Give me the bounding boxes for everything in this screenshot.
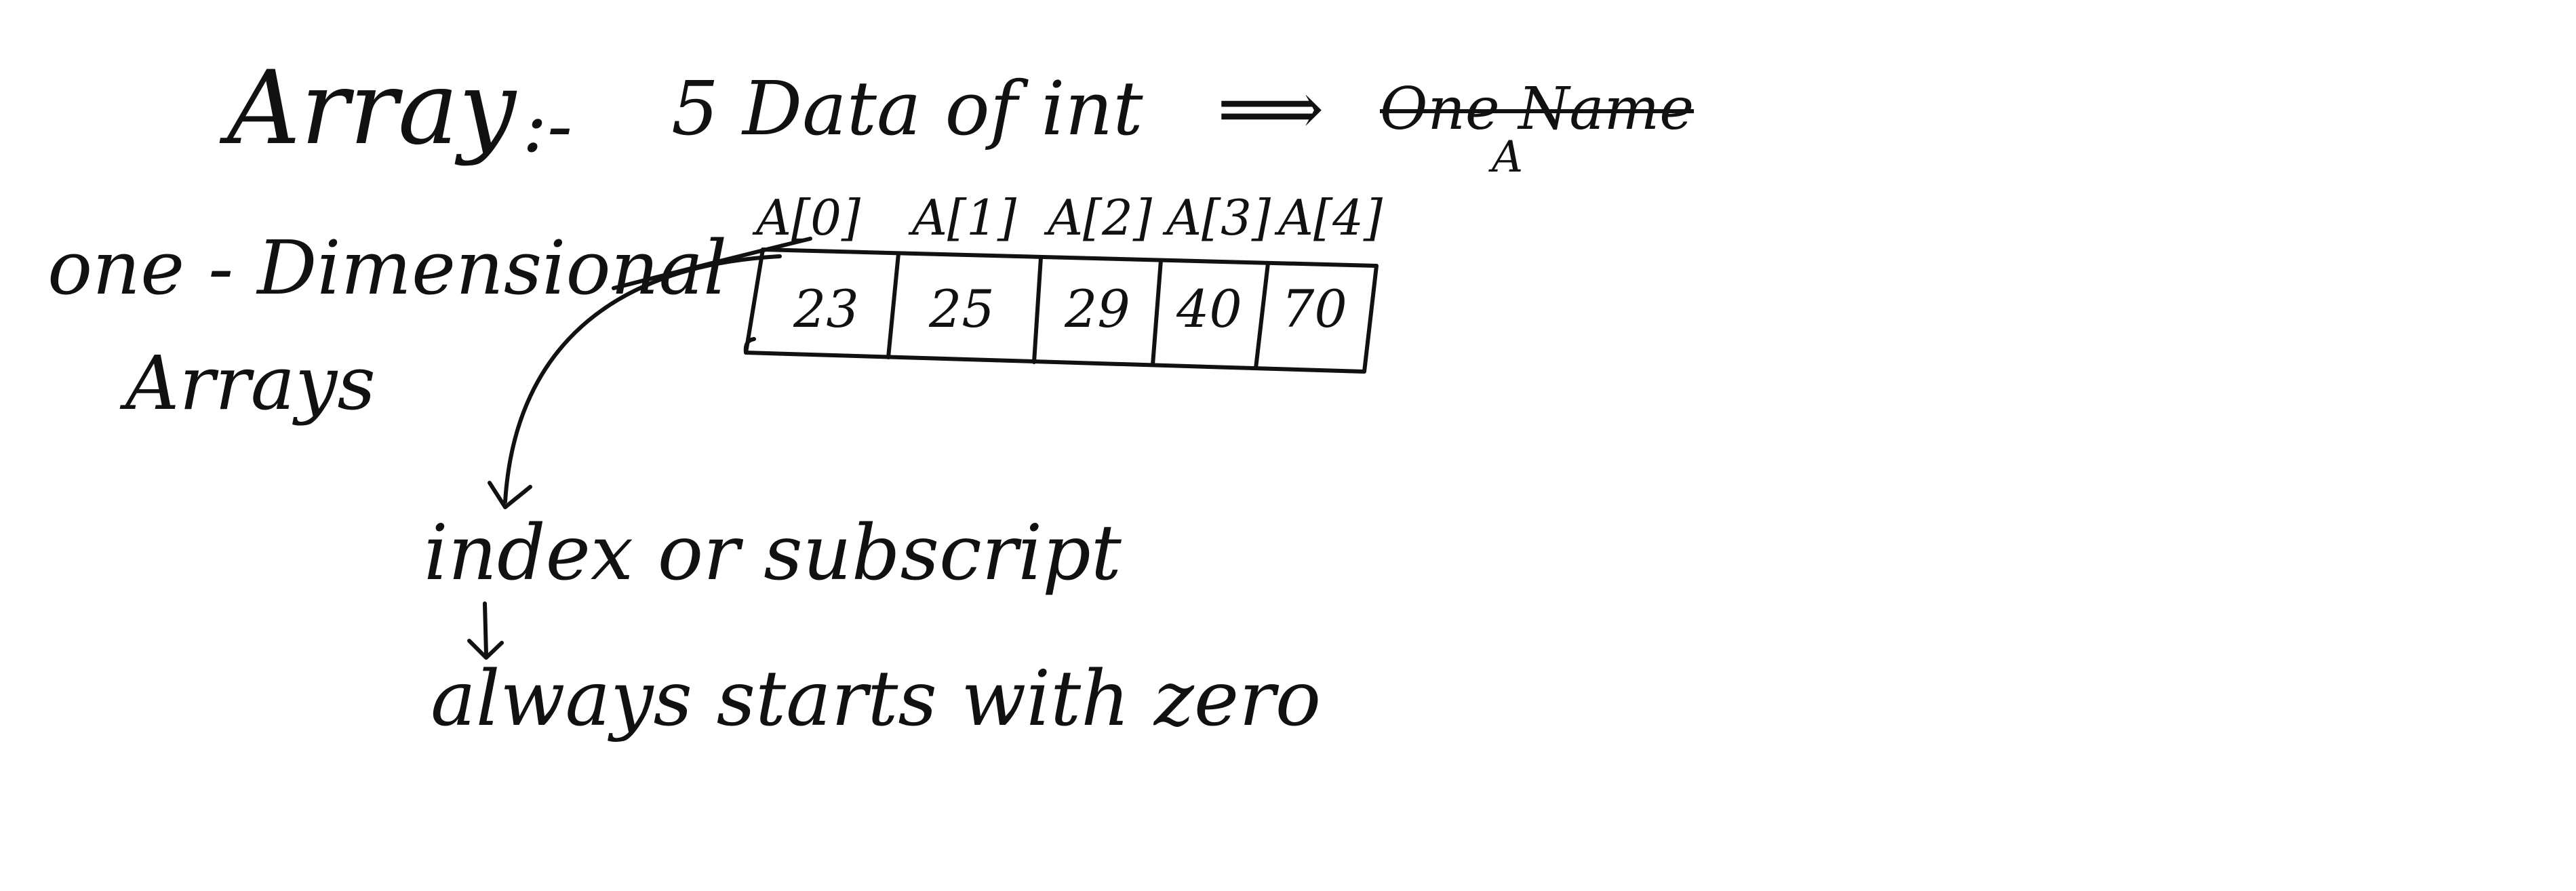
title-description: 5 Data of int xyxy=(671,65,1143,152)
index-subscript-note: index or subscript xyxy=(424,509,1122,597)
array-cell-value: 70 xyxy=(1282,279,1347,339)
title-array-word: Array xyxy=(227,50,516,167)
down-arrow-shaft xyxy=(485,603,486,654)
cell-divider xyxy=(888,254,898,357)
cell-divider xyxy=(1256,263,1268,368)
array-cell-value: 29 xyxy=(1065,279,1130,339)
arrays-label: Arrays xyxy=(125,340,376,427)
cell-divider xyxy=(1153,260,1161,365)
implies-arrow-icon: ⟹ xyxy=(1217,65,1324,152)
pointer-arrowhead xyxy=(490,483,530,507)
array-index-label: A[4] xyxy=(1278,189,1383,246)
array-index-label: A[1] xyxy=(912,189,1016,246)
title-separator: :- xyxy=(522,82,573,169)
cell-divider xyxy=(1034,258,1041,362)
array-index-label: A[0] xyxy=(756,189,860,246)
array-cell-value: 25 xyxy=(929,279,995,339)
one-dimensional-label: one - Dimensional xyxy=(47,224,728,311)
starts-with-zero-note: always starts with zero xyxy=(431,655,1322,743)
array-cell-value: 23 xyxy=(793,279,859,339)
struck-out-subscript: A xyxy=(1492,132,1524,182)
array-box-hook xyxy=(746,339,754,353)
struck-out-text: One Name xyxy=(1380,75,1695,143)
array-index-label: A[2] xyxy=(1048,189,1152,246)
array-index-label: A[3] xyxy=(1166,189,1271,246)
array-cell-value: 40 xyxy=(1176,279,1242,339)
